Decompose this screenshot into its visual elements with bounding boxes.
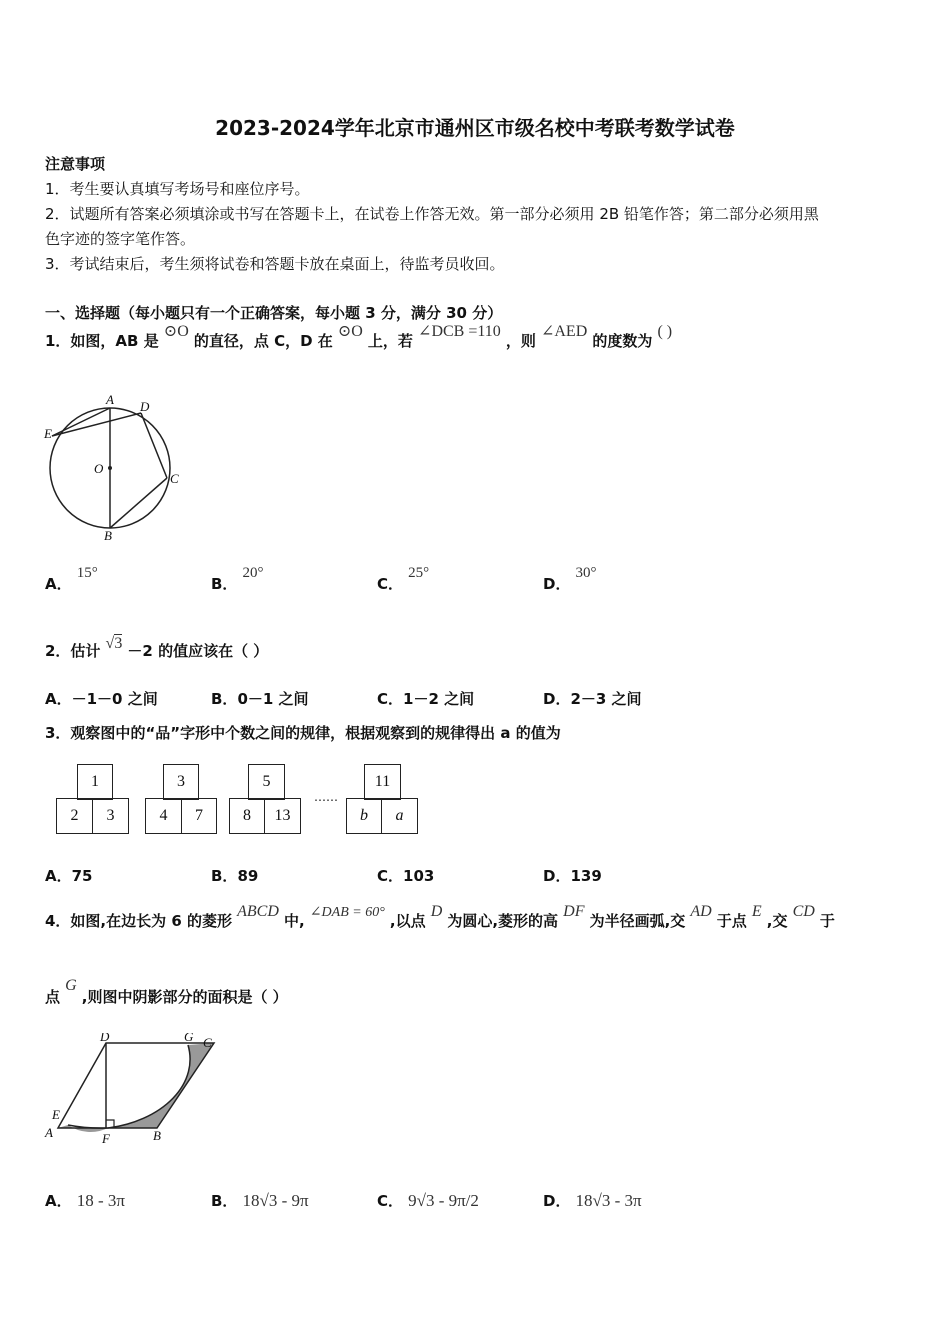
q4-text: 点 (45, 988, 61, 1006)
segment-ea (52, 408, 110, 436)
option-value: －1－0 之间 (71, 690, 158, 708)
option-letter: C． (377, 690, 404, 708)
label-o: O (94, 461, 104, 476)
option-letter: D． (543, 575, 571, 593)
option-letter: B． (211, 575, 238, 593)
option-letter: D． (543, 867, 571, 885)
label-d: D (140, 399, 150, 414)
q4-text: 为半径画弧,交 (589, 912, 686, 930)
label-a: A (45, 1125, 53, 1140)
label-g: G (184, 1033, 194, 1044)
section-heading: 一、选择题（每小题只有一个正确答案，每小题 3 分，满分 30 分） (45, 304, 503, 322)
q4-option-d[interactable] (543, 1190, 642, 1211)
option-letter: C． (377, 1192, 404, 1210)
label-c: C (203, 1035, 212, 1050)
option-letter: C． (377, 575, 404, 593)
question-1 (45, 323, 673, 351)
option-letter: A． (45, 575, 72, 593)
notice-item: 2．试题所有答案必须填涂或书写在答题卡上，在试卷上作答无效。第一部分必须用 2B 铅笔作答；第二部分必须用黑 (45, 205, 819, 223)
option-letter: A． (45, 690, 72, 708)
option-value: 0－1 之间 (237, 690, 309, 708)
q1-text: 的度数为 (592, 332, 653, 350)
option-value: 89 (237, 867, 259, 885)
q4-text: 于点 (716, 912, 747, 930)
label-e: E (52, 1107, 60, 1122)
q2-option-b[interactable] (211, 688, 309, 709)
q4-option-c[interactable] (377, 1190, 479, 1211)
pin-box-left: 4 (145, 798, 182, 834)
q2-option-a[interactable] (45, 688, 158, 709)
q1-math: ∠AED (540, 323, 588, 340)
q3-option-a[interactable] (45, 865, 92, 886)
center-dot (108, 466, 112, 470)
notice-item: 3．考试结束后，考生须将试卷和答题卡放在桌面上，待监考员收回。 (45, 255, 505, 273)
q4-text: 于 (819, 912, 835, 930)
q3-option-d[interactable] (543, 865, 602, 886)
q4-math: DF (563, 903, 585, 920)
rhombus-figure (40, 1033, 230, 1148)
q3-option-c[interactable] (377, 865, 434, 886)
q4-text: ,以点 (389, 912, 426, 930)
label-e: E (44, 426, 52, 441)
option-letter: C． (377, 867, 404, 885)
option-value: 18 - 3π (76, 1191, 125, 1210)
q1-option-d[interactable] (543, 565, 597, 594)
option-value: 75 (71, 867, 93, 885)
q4-math: G (65, 977, 77, 994)
pin-box-top: 5 (248, 764, 285, 800)
option-value: 9√3 - 9π/2 (408, 1191, 479, 1210)
option-value: 139 (570, 867, 602, 885)
q3-option-b[interactable] (211, 865, 258, 886)
ellipsis: …… (314, 790, 338, 804)
option-letter: B． (211, 1192, 238, 1210)
option-value: 25° (408, 565, 430, 581)
pin-box-right: 3 (92, 798, 129, 834)
pin-box-left: b (346, 798, 382, 834)
option-letter: D． (543, 690, 571, 708)
option-value: 20° (242, 565, 264, 581)
label-b: B (153, 1128, 161, 1143)
question-2 (45, 635, 269, 661)
option-letter: D． (543, 1192, 571, 1210)
segment-ed (52, 413, 141, 436)
q2-option-c[interactable] (377, 688, 474, 709)
pin-box-right: a (381, 798, 418, 834)
q4-math: AD (690, 903, 712, 920)
q1-math: ∠DCB =110 (418, 323, 501, 340)
q4-text: 4．如图,在边长为 6 的菱形 (45, 912, 233, 930)
circle-figure (40, 388, 200, 548)
arc-eg (68, 1045, 190, 1128)
q4-option-a[interactable] (45, 1190, 125, 1211)
pin-box-left: 8 (229, 798, 265, 834)
q1-math: ⊙O (337, 323, 363, 340)
q2-text: 2．估计 (45, 642, 101, 660)
q4-text: ,则图中阴影部分的面积是（ ） (81, 988, 288, 1006)
option-value: 15° (76, 565, 98, 581)
q1-math: ( ) (657, 323, 673, 340)
q2-text: －2 的值应该在（ ） (127, 642, 269, 660)
q1-option-a[interactable] (45, 565, 98, 594)
page-title: 2023-2024学年北京市通州区市级名校中考联考数学试卷 (215, 116, 735, 140)
label-c: C (170, 471, 179, 486)
option-letter: B． (211, 690, 238, 708)
q1-text: ，则 (505, 332, 536, 350)
label-d: D (100, 1033, 110, 1044)
q2-option-d[interactable] (543, 688, 642, 709)
question-4 (45, 903, 835, 931)
q4-math: ABCD (237, 903, 279, 920)
question-4-line2 (45, 977, 288, 1007)
q1-text: 1．如图，AB 是 (45, 332, 159, 350)
pin-box-right: 7 (181, 798, 217, 834)
q4-math: CD (792, 903, 815, 920)
option-value: 2－3 之间 (570, 690, 642, 708)
option-value: 1－2 之间 (403, 690, 475, 708)
segment-dc (141, 413, 167, 478)
q4-math: ∠DAB = 60° (309, 905, 385, 920)
q4-math: E (751, 903, 762, 920)
q1-text: 的直径，点 C，D 在 (193, 332, 333, 350)
q1-option-c[interactable] (377, 565, 430, 594)
q1-text: 上，若 (367, 332, 413, 350)
option-value: 30° (575, 565, 597, 581)
notice-item: 1．考生要认真填写考场号和座位序号。 (45, 180, 310, 198)
sqrt-expression: √3 (105, 635, 123, 652)
q1-math: ⊙O (163, 323, 189, 340)
pin-box-right: 13 (264, 798, 301, 834)
option-letter: B． (211, 867, 238, 885)
option-value: 18√3 - 9π (242, 1191, 309, 1210)
sqrt-radicand: 3 (114, 635, 123, 652)
label-a: A (106, 392, 114, 407)
label-b: B (104, 528, 112, 543)
pin-box-top: 1 (77, 764, 113, 800)
q4-text: 中, (284, 912, 305, 930)
q4-text: 为圆心,菱形的高 (447, 912, 559, 930)
option-value: 103 (403, 867, 435, 885)
q4-text: ,交 (766, 912, 788, 930)
option-value: 18√3 - 3π (575, 1191, 642, 1210)
pin-box-top: 11 (364, 764, 401, 800)
notice-heading: 注意事项 (45, 155, 106, 173)
notice-item: 色字迹的签字笔作答。 (45, 230, 196, 248)
option-letter: A． (45, 1192, 72, 1210)
q4-math: D (430, 903, 443, 920)
pin-box-left: 2 (56, 798, 93, 834)
q1-option-b[interactable] (211, 565, 264, 594)
question-3: 3．观察图中的“品”字形中个数之间的规律，根据观察到的规律得出 a 的值为 (45, 724, 561, 742)
label-f: F (102, 1131, 110, 1146)
q4-option-b[interactable] (211, 1190, 309, 1211)
option-letter: A． (45, 867, 72, 885)
pin-box-top: 3 (163, 764, 199, 800)
